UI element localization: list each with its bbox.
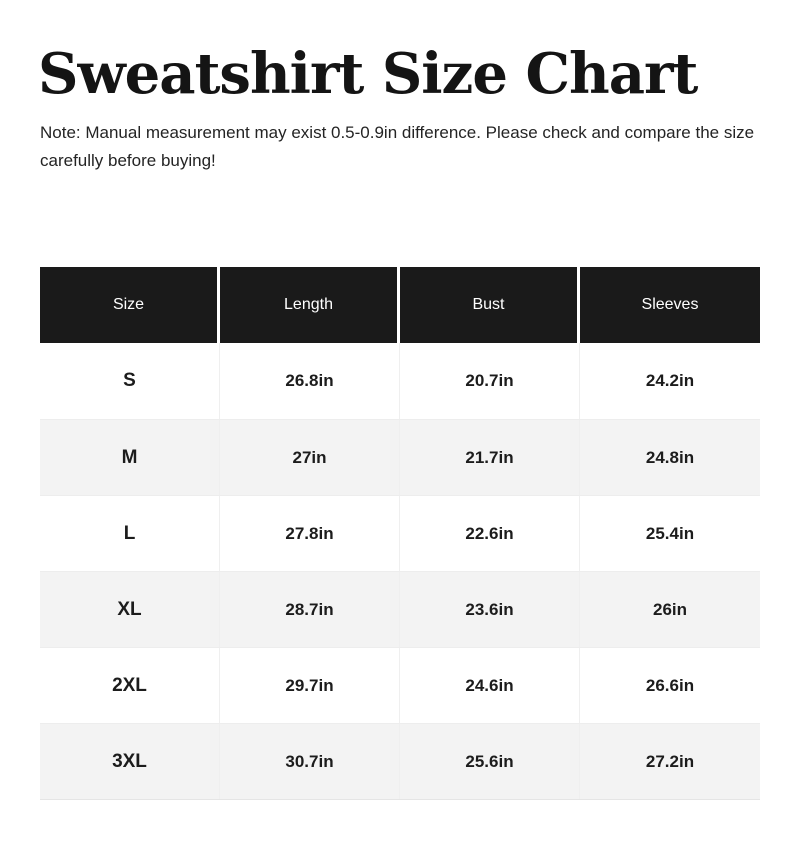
cell-length: 26.8in <box>220 343 400 419</box>
measurement-note-line-1: Note: Manual measurement may exist 0.5-0.9in difference. Please check and compare the size <box>40 123 755 143</box>
header-cell-size: Size <box>40 267 220 343</box>
cell-length: 30.7in <box>220 724 400 799</box>
cell-bust: 25.6in <box>400 724 580 799</box>
cell-sleeves: 24.8in <box>645 447 695 467</box>
cell-sleeves: 24.2in <box>645 371 695 390</box>
table-row-m <box>40 419 760 495</box>
table-row-l <box>40 495 760 571</box>
header-cell-bust: Bust <box>400 267 580 343</box>
cell-sleeves: 27.2in <box>645 751 695 771</box>
cell-bust: 23.6in <box>400 572 580 647</box>
table-row-3xl <box>40 723 760 799</box>
cell-size: S <box>40 343 220 419</box>
size-chart-table <box>40 267 760 800</box>
cell-bust: 22.6in <box>400 496 580 571</box>
cell-sleeves: 25.4in <box>645 523 695 543</box>
table-row-s <box>40 343 760 419</box>
table-header-row <box>40 267 760 343</box>
size-chart-page <box>0 42 800 842</box>
cell-bust: 21.7in <box>400 420 580 495</box>
cell-size: XL <box>40 572 220 647</box>
header-cell-length: Length <box>220 267 400 343</box>
page-title: Sweatshirt Size Chart <box>38 41 698 107</box>
cell-length: 29.7in <box>220 648 400 723</box>
measurement-note-line-2: carefully before buying! <box>40 151 216 171</box>
cell-bust: 20.7in <box>400 343 580 419</box>
table-row-xl <box>40 571 760 647</box>
cell-sleeves: 26in <box>652 599 688 619</box>
cell-sleeves: 26.6in <box>645 675 695 695</box>
cell-size: 3XL <box>40 724 220 799</box>
cell-length: 27.8in <box>220 496 400 571</box>
cell-size: 2XL <box>40 648 220 723</box>
cell-size: M <box>40 420 220 495</box>
cell-bust: 24.6in <box>400 648 580 723</box>
table-row-2xl <box>40 647 760 723</box>
measurement-note <box>40 119 760 175</box>
cell-length: 27in <box>220 420 400 495</box>
header-cell-sleeves: Sleeves <box>580 267 760 343</box>
cell-size: L <box>40 496 220 571</box>
cell-length: 28.7in <box>220 572 400 647</box>
